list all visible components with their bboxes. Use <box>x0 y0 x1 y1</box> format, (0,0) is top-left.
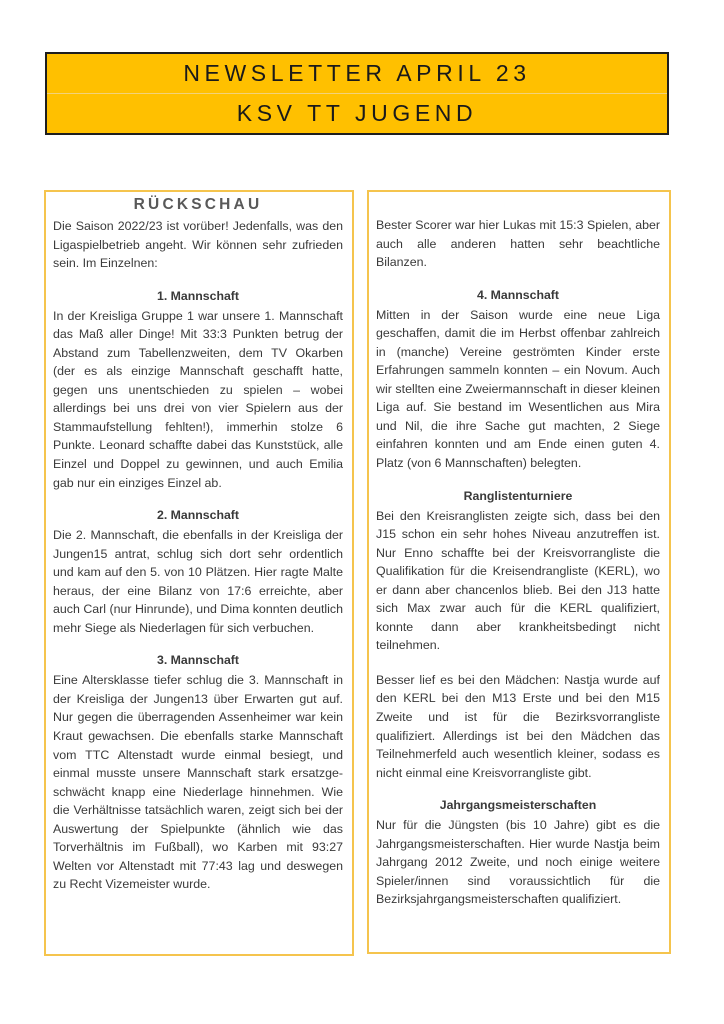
subheading-team-1: 1. Mannschaft <box>157 288 239 303</box>
paragraph-jahrgangsmeisterschaften: Nur für die Jüngsten (bis 10 Jahre) gibt es die Jahrgangsmeisterschaften. Hier wurde Nastja beim Jahrgang 2012 Zweite, und noch einige weitere Spieler/innen sind voraussichtlich für die Bezirksjahrgangsmeisterschaften qualifiziert. <box>376 818 660 907</box>
intro-paragraph: Die Saison 2022/23 ist vorüber! Jedenfalls, was den Ligaspielbetrieb angeht. Wir können sehr zufrieden sein. Im Einzelnen: <box>53 219 343 271</box>
paragraph-team-3-continued: Bester Scorer war hier Lukas mit 15:3 Spielen, aber auch alle anderen hatten sehr beachtliche Bilanzen. <box>376 218 660 270</box>
paragraph-ranglisten-1: Bei den Kreisranglisten zeigte sich, dass bei den J15 schon ein sehr hohes Niveau anzutreffen ist. Nur Enno schaffte bei der Kreisvorrangliste die Qualifikation für die Kreisendrangliste (KERL), wo er dann aber chancenlos blieb. Bei den J13 hatte sich Max zwar auch für die KERL qualifiziert, konnte dann aber krankheitsbedingt nicht teilnehmen. <box>376 508 660 653</box>
right-column <box>367 190 671 954</box>
paragraph-team-2: Die 2. Mannschaft, die ebenfalls in der Kreisliga der Jungen15 antrat, schlug sich dort sehr ordentlich und kam auf den 5. von 10 Plätzen. Hier ragte Malte heraus, der eine Bilanz von 17:6 erreichte, aber auch Carl (nur Hinrunde), und Dima konnten deutlich mehr Siege als Niederlagen für sich verbuchen. <box>53 528 343 635</box>
subheading-jahrgangsmeisterschaften: Jahrgangsmeisterschaften <box>439 798 597 813</box>
newsletter-title: NEWSLETTER APRIL 23 <box>47 54 667 94</box>
left-column <box>44 190 354 956</box>
subheading-team-2: 2. Mannschaft <box>157 508 239 523</box>
section-heading-rueckschau: RÜCKSCHAU <box>133 196 263 213</box>
subheading-ranglistenturniere: Ranglistenturniere <box>463 488 573 503</box>
subheading-team-3: 3. Mannschaft <box>157 653 239 668</box>
paragraph-team-1: In der Kreisliga Gruppe 1 war unsere 1. Mannschaft das Maß aller Dinge! Mit 33:3 Punkten betrug der Abstand zum Tabellenzweiten, dem TV Okarben (der es als einzige Mannschaft geschafft hatte, gegen uns unentschieden zu spielen – wobei allerdings bei uns drei von vier Spielern aus der Stammaufstellung fehlten!), immerhin stolze 6 Punkte. Leonard schaffte dabei das Kunststück, alle Einzel und Doppel zu gewinnen, und auch Emilia gab nur ein einziges Einzel ab. <box>53 308 343 490</box>
paragraph-ranglisten-2: Besser lief es bei den Mädchen: Nastja wurde auf den KERL bei den M13 Erste und bei den M15 Zweite und ist für die Bezirksvorrangliste qualifiziert. Allerdings ist bei den Mädchen das Teilnehmerfeld auch wesentlich kleiner, sodass es nicht einmal eine Kreisvorrangliste gibt. <box>376 672 660 780</box>
subheading-team-4: 4. Mannschaft <box>477 287 559 302</box>
newsletter-subtitle: KSV TT JUGEND <box>236 100 478 126</box>
paragraph-team-3: Eine Altersklasse tiefer schlug die 3. Mannschaft in der Kreisliga der Jungen13 über Erwarten gut auf. Nur gegen die überragenden Assenheimer war kein Kraut gewachsen. Die ebenfalls starke Mannschaft vom TTC Altenstadt wurde einmal besiegt, und einmal musste unsere Mannschaft stark ersatzgeschwächt knapp eine Niederlage hinnehmen. Wie die Verhältnisse tatsächlich waren, zeigt sich bei der Auswertung der Spielpunkte (ähnlich wie das Torverhältnis im Fußball), wo Karben mit 93:27 Welten vor Altenstadt mit 77:43 lag und deswegen zu Recht Vizemeister wurde. <box>53 673 343 892</box>
paragraph-team-4: Mitten in der Saison wurde eine neue Liga geschaffen, damit die im Herbst offenbar zahlreich in (manche) Vereine geströmten Kinder erste Erfahrungen sammeln konnten – ein Novum. Auch wir stellten eine Zweiermannschaft in dieser kleinen Liga auf. Sie bestand im Wesentlichen aus Mira und Nil, die ihre Sache gut machten, 2 Siege einfahren konnten und am Ende einen guten 4. Platz (von 6 Mannschaften) belegten. <box>376 307 660 471</box>
newsletter-banner <box>45 52 669 135</box>
